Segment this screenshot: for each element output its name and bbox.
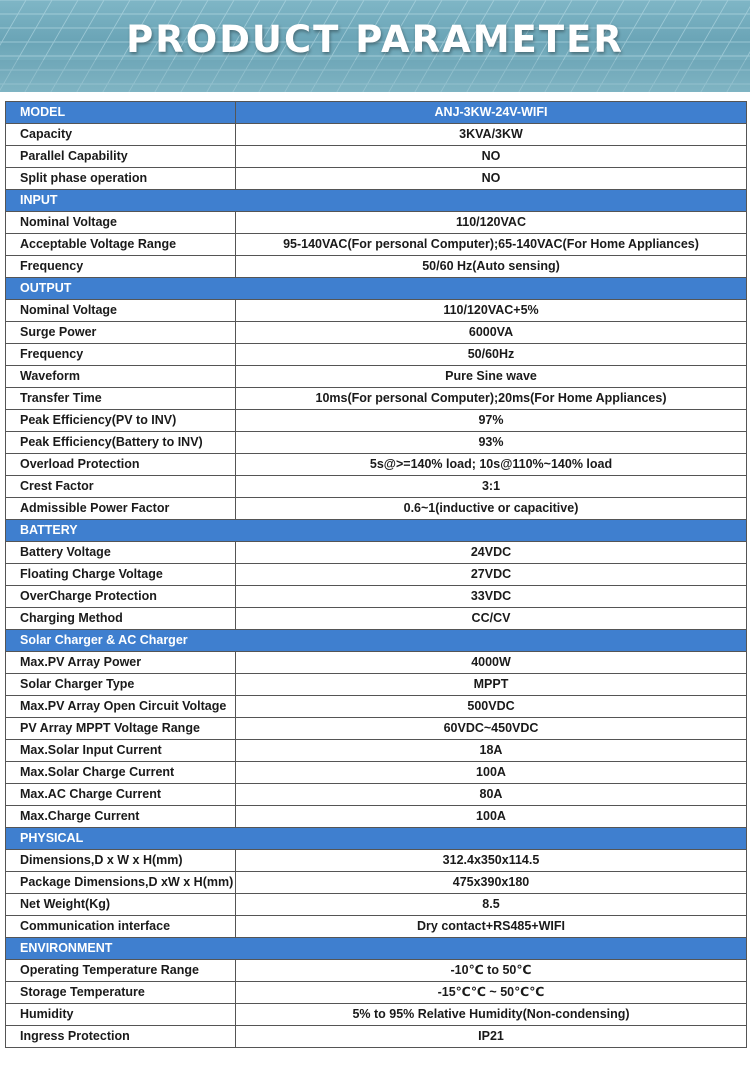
- table-row: [6, 454, 747, 476]
- table-row: [6, 212, 747, 234]
- banner: [0, 0, 750, 92]
- row-value: 10ms(For personal Computer);20ms(For Home Appliances): [236, 388, 747, 409]
- table-row: [6, 740, 747, 762]
- table-row: [6, 1004, 747, 1026]
- table-row: [6, 146, 747, 168]
- row-value: 5% to 95% Relative Humidity(Non-condensing): [236, 1004, 747, 1025]
- row-label: Max.PV Array Open Circuit Voltage: [6, 696, 236, 717]
- row-value: 97%: [236, 410, 747, 431]
- row-value: 33VDC: [236, 586, 747, 607]
- row-label: Battery Voltage: [6, 542, 236, 563]
- section-title: INPUT: [20, 193, 58, 208]
- row-label: Max.PV Array Power: [6, 652, 236, 673]
- section-title: Solar Charger & AC Charger: [20, 633, 188, 648]
- table-row: [6, 256, 747, 278]
- row-label: Admissible Power Factor: [6, 498, 236, 519]
- row-value: 27VDC: [236, 564, 747, 585]
- row-value: 93%: [236, 432, 747, 453]
- row-label: Operating Temperature Range: [6, 960, 236, 981]
- row-value: 50/60Hz: [236, 344, 747, 365]
- section-header-input: [6, 190, 747, 212]
- row-value: IP21: [236, 1026, 747, 1047]
- row-label: Nominal Voltage: [6, 212, 236, 233]
- section-title: ENVIRONMENT: [20, 941, 113, 956]
- table-row: [6, 542, 747, 564]
- row-label: Split phase operation: [6, 168, 236, 189]
- row-value: 6000VA: [236, 322, 747, 343]
- row-value: 5s@>=140% load; 10s@110%~140% load: [236, 454, 747, 475]
- table-row: [6, 960, 747, 982]
- table-row: [6, 982, 747, 1004]
- table-row: [6, 850, 747, 872]
- row-value: 0.6~1(inductive or capacitive): [236, 498, 747, 519]
- table-row: [6, 872, 747, 894]
- section-title: OUTPUT: [20, 281, 72, 296]
- table-row: [6, 476, 747, 498]
- section-header-environment: [6, 938, 747, 960]
- row-label: Package Dimensions,D xW x H(mm): [6, 872, 236, 893]
- row-label: Max.AC Charge Current: [6, 784, 236, 805]
- row-label: Surge Power: [6, 322, 236, 343]
- row-label: Overload Protection: [6, 454, 236, 475]
- row-value: 8.5: [236, 894, 747, 915]
- table-row: [6, 300, 747, 322]
- row-value: CC/CV: [236, 608, 747, 629]
- row-label: Net Weight(Kg): [6, 894, 236, 915]
- row-label: Nominal Voltage: [6, 300, 236, 321]
- row-value: 95-140VAC(For personal Computer);65-140VAC(For Home Appliances): [236, 234, 747, 255]
- table-row: [6, 432, 747, 454]
- row-label: Transfer Time: [6, 388, 236, 409]
- section-header-battery: [6, 520, 747, 542]
- section-title: PHYSICAL: [20, 831, 84, 846]
- header-label: MODEL: [6, 102, 236, 123]
- row-value: 500VDC: [236, 696, 747, 717]
- row-label: Charging Method: [6, 608, 236, 629]
- table-row: [6, 564, 747, 586]
- table-row: [6, 498, 747, 520]
- table-row: [6, 674, 747, 696]
- row-value: 4000W: [236, 652, 747, 673]
- row-value: 24VDC: [236, 542, 747, 563]
- row-label: Acceptable Voltage Range: [6, 234, 236, 255]
- row-label: PV Array MPPT Voltage Range: [6, 718, 236, 739]
- row-label: Ingress Protection: [6, 1026, 236, 1047]
- row-label: Solar Charger Type: [6, 674, 236, 695]
- table-row: [6, 366, 747, 388]
- table-row: [6, 718, 747, 740]
- row-label: Communication interface: [6, 916, 236, 937]
- section-title: BATTERY: [20, 523, 78, 538]
- row-value: -10℃ to 50℃: [236, 960, 747, 981]
- row-label: Storage Temperature: [6, 982, 236, 1003]
- row-label: Crest Factor: [6, 476, 236, 497]
- table-row: [6, 696, 747, 718]
- row-label: Parallel Capability: [6, 146, 236, 167]
- row-label: Waveform: [6, 366, 236, 387]
- row-label: Peak Efficiency(Battery to INV): [6, 432, 236, 453]
- table-row: [6, 894, 747, 916]
- table-row: [6, 234, 747, 256]
- table-row: [6, 344, 747, 366]
- row-label: Peak Efficiency(PV to INV): [6, 410, 236, 431]
- row-value: 18A: [236, 740, 747, 761]
- section-header-solar: [6, 630, 747, 652]
- row-value: MPPT: [236, 674, 747, 695]
- row-value: 110/120VAC+5%: [236, 300, 747, 321]
- table-row: [6, 388, 747, 410]
- table-row: [6, 652, 747, 674]
- row-label: OverCharge Protection: [6, 586, 236, 607]
- section-header-physical: [6, 828, 747, 850]
- row-value: 475x390x180: [236, 872, 747, 893]
- table-row: [6, 586, 747, 608]
- row-label: Humidity: [6, 1004, 236, 1025]
- row-label: Max.Charge Current: [6, 806, 236, 827]
- spec-table: [5, 101, 747, 1048]
- row-value: Dry contact+RS485+WIFI: [236, 916, 747, 937]
- row-label: Dimensions,D x W x H(mm): [6, 850, 236, 871]
- header-value: ANJ-3KW-24V-WIFI: [236, 102, 747, 123]
- row-label: Max.Solar Input Current: [6, 740, 236, 761]
- table-row: [6, 762, 747, 784]
- row-value: 100A: [236, 762, 747, 783]
- row-value: 312.4x350x114.5: [236, 850, 747, 871]
- table-row: [6, 916, 747, 938]
- row-label: Max.Solar Charge Current: [6, 762, 236, 783]
- row-value: 110/120VAC: [236, 212, 747, 233]
- row-value: NO: [236, 146, 747, 167]
- row-label: Frequency: [6, 256, 236, 277]
- row-label: Frequency: [6, 344, 236, 365]
- row-value: Pure Sine wave: [236, 366, 747, 387]
- row-value: 3:1: [236, 476, 747, 497]
- row-label: Capacity: [6, 124, 236, 145]
- table-row: [6, 168, 747, 190]
- row-value: -15℃℃ ~ 50℃℃: [236, 982, 747, 1003]
- row-value: 60VDC~450VDC: [236, 718, 747, 739]
- page-title: PRODUCT PARAMETER: [126, 18, 624, 61]
- section-header-output: [6, 278, 747, 300]
- row-value: 50/60 Hz(Auto sensing): [236, 256, 747, 277]
- table-row: [6, 784, 747, 806]
- table-row: [6, 124, 747, 146]
- row-value: 3KVA/3KW: [236, 124, 747, 145]
- row-value: 80A: [236, 784, 747, 805]
- row-value: 100A: [236, 806, 747, 827]
- row-label: Floating Charge Voltage: [6, 564, 236, 585]
- table-row: [6, 322, 747, 344]
- table-row: [6, 410, 747, 432]
- table-header-row: [6, 102, 747, 124]
- table-row: [6, 608, 747, 630]
- row-value: NO: [236, 168, 747, 189]
- table-row: [6, 1026, 747, 1048]
- table-row: [6, 806, 747, 828]
